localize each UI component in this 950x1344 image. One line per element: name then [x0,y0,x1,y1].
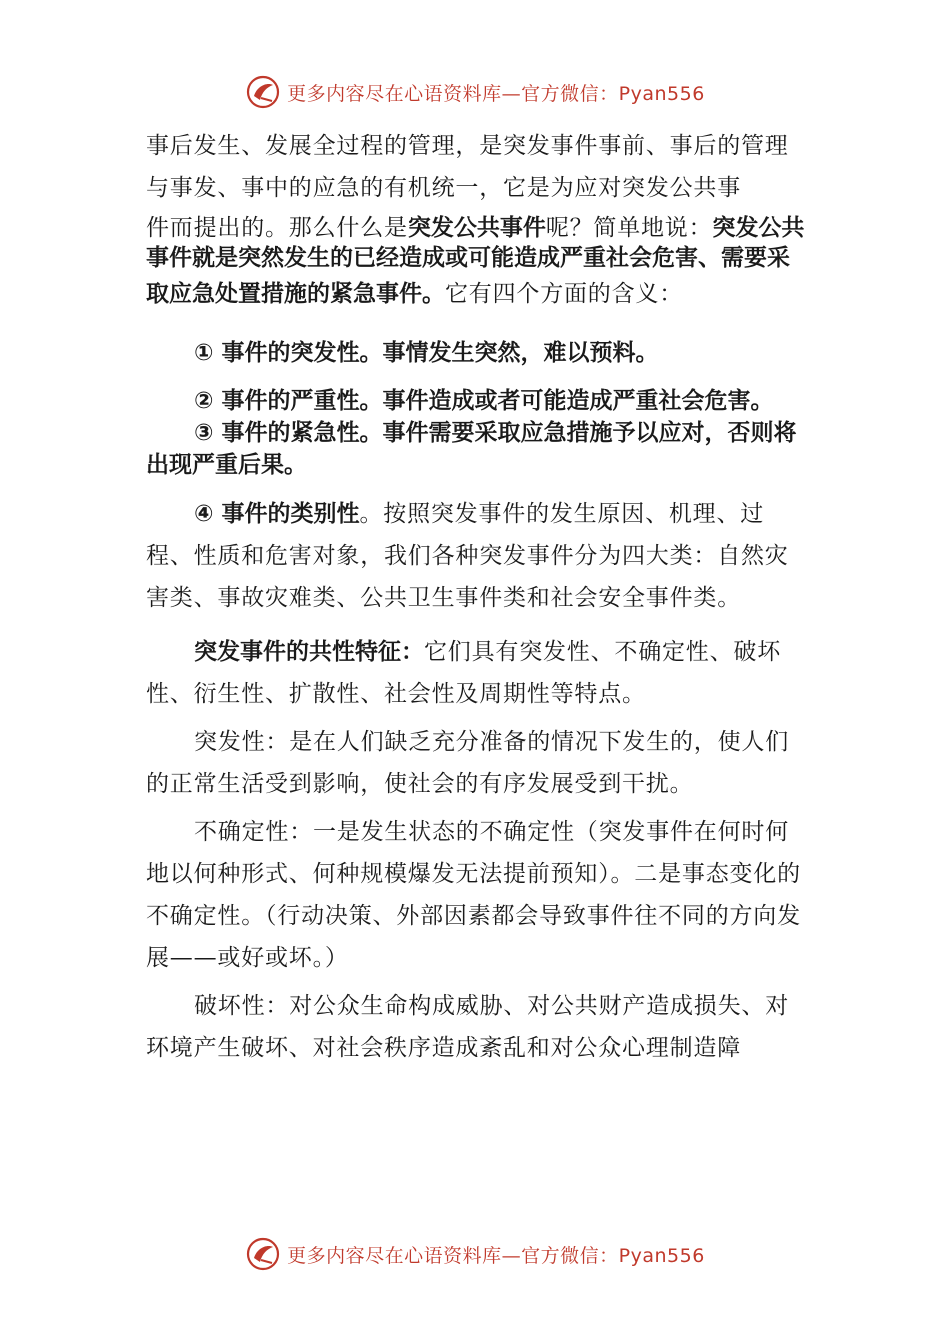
paragraph-suddenness: 突发性：是在人们缺乏充分准备的情况下发生的，使人们的正常生活受到影响，使社会的有序发展受到干扰。 [146,729,789,797]
paragraph-uncertainty: 不确定性：一是发生状态的不确定性（突发事件在何时何地以何种形式、何种规模爆发无法提前预知）。二是事态变化的不确定性。（行动决策、外部因素都会导致事件往不同的方向发展——或好或坏。） [146,819,801,971]
logo-icon [245,1236,281,1272]
header-watermark [0,70,950,114]
list-item-urgency: ③ 事件的紧急性。事件需要采取应急措施予以应对，否则将出现严重后果。 [146,420,797,478]
list-item-category: ④ 事件的类别性。按照突发事件的发生原因、机理、过程、性质和危害对象，我们各种突发事件分为四大类：自然灾害类、事故灾难类、公共卫生事件类和社会安全事件类。 [146,501,789,611]
paragraph-destructiveness: 破坏性：对公众生命构成威胁、对公共财产造成损失、对环境产生破坏、对社会秩序造成紊乱和对公众心理制造障 [146,993,789,1061]
watermark-text: 更多内容尽在心语资料库—官方微信：Pyan556 [287,82,705,105]
paragraph-continued: 事后发生、发展全过程的管理，是突发事件事前、事后的管理与事发、事中的应急的有机统一，它是为应对突发公共事 [146,133,789,201]
logo-icon [245,74,281,110]
paragraph-common-features: 突发事件的共性特征：它们具有突发性、不确定性、破坏性、衍生性、扩散性、社会性及周期性等特点。 [146,639,781,707]
paragraph-definition: 件而提出的。那么什么是突发公共事件呢？简单地说：突发公共事件就是突然发生的已经造成或可能造成严重社会危害、需要采取应急处置措施的紧急事件。它有四个方面的含义： [146,215,805,307]
list-item-severity: ② 事件的严重性。事件造成或者可能造成严重社会危害。 [194,388,774,414]
footer-watermark [0,1232,950,1276]
list-item-sudden: ① 事件的突发性。事情发生突然，难以预料。 [194,340,659,366]
watermark-text: 更多内容尽在心语资料库—官方微信：Pyan556 [287,1244,705,1267]
document-body [146,125,808,1069]
